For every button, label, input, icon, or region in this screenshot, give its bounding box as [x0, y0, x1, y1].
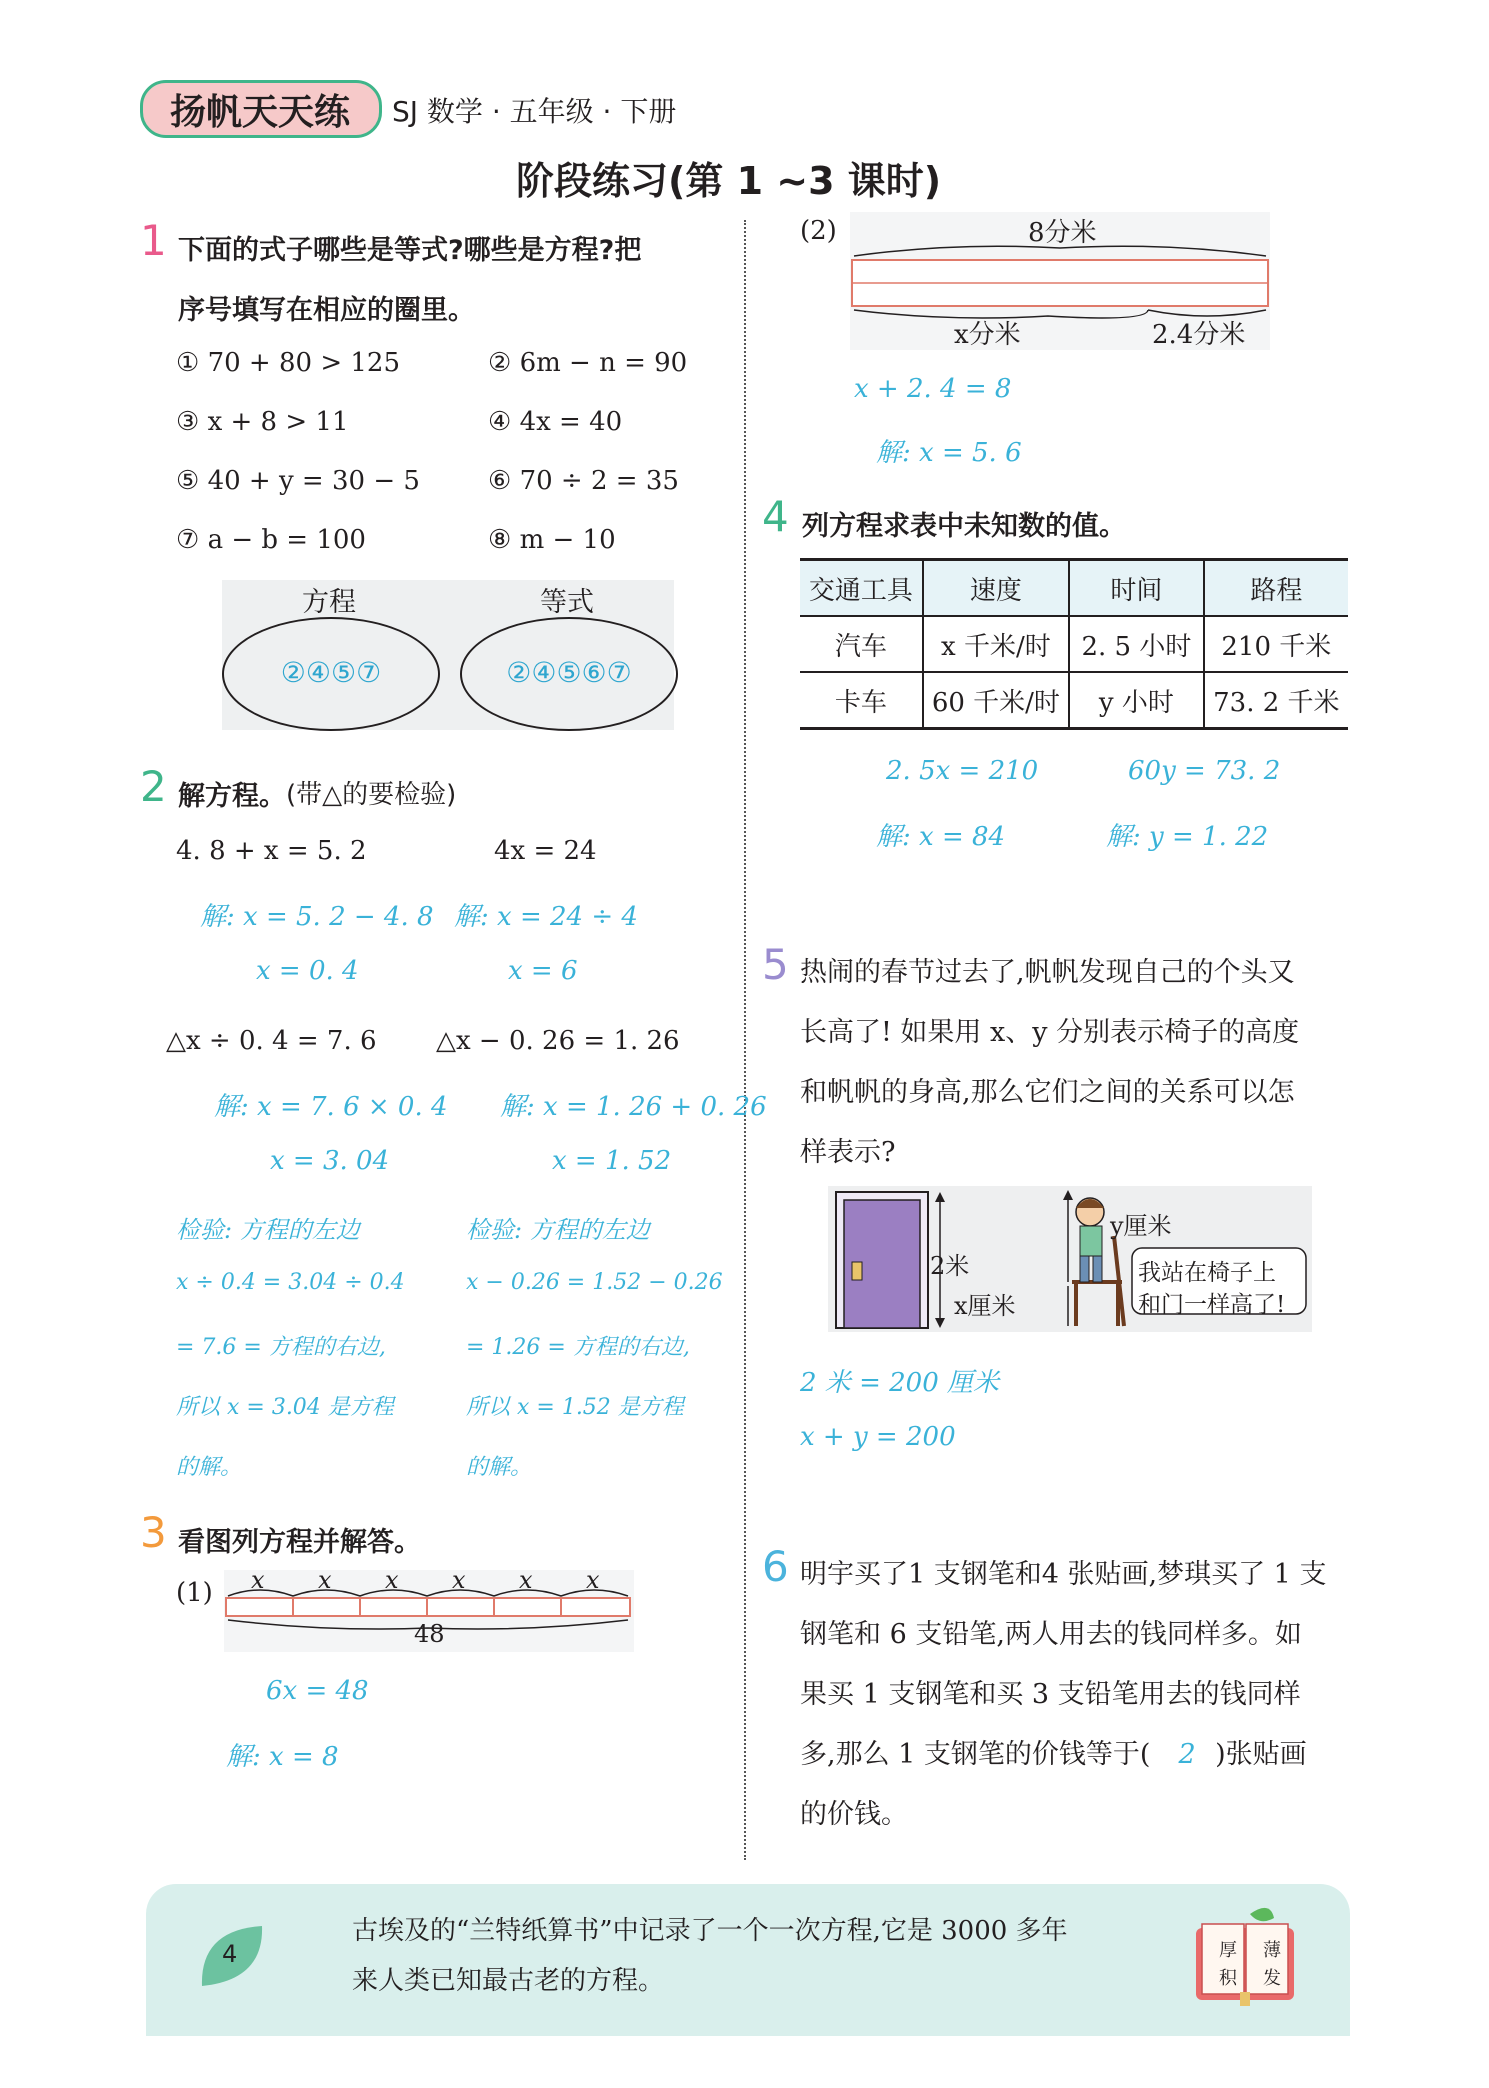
table-header-cell: 交通工具 [800, 561, 923, 616]
q4-table [800, 561, 1348, 727]
q3-x-label: x [251, 1566, 265, 1594]
table-header-row [800, 561, 1348, 616]
table-cell: 73. 2 千米 [1204, 672, 1348, 727]
equation-circle-label: 方程 [302, 587, 356, 618]
brand-title: 扬帆天天练 [169, 92, 350, 133]
q6-answer: 2 [1178, 1739, 1196, 1770]
footer-text-line: 古埃及的“兰特纸算书”中记录了一个一次方程,它是 3000 多年 [352, 1916, 1068, 1946]
q5-answer: 2 米 = 200 厘米 [800, 1368, 1000, 1398]
q1-item: ④ 4x = 40 [488, 407, 623, 437]
table-cell: x 千米/时 [923, 616, 1069, 672]
q4-answer: 解: x = 84 [876, 822, 1006, 852]
q3-part2-known-label: 2.4分米 [1152, 320, 1246, 350]
q5-text-line: 长高了! 如果用 x、y 分别表示椅子的高度 [800, 1017, 1300, 1048]
equality-circle-answer: ②④⑤⑥⑦ [506, 656, 632, 689]
equality-circle-label: 等式 [540, 587, 594, 618]
q2-answer: 解: x = 5. 2 − 4. 8 [200, 902, 434, 932]
q6-line4-end: 张贴画 [1225, 1739, 1307, 1770]
subject-label: SJ 数学 · 五年级 · 下册 [392, 95, 677, 128]
table-header-cell: 路程 [1204, 561, 1348, 616]
table-cell: 2. 5 小时 [1069, 616, 1204, 672]
q2-answer: x = 1. 52 [552, 1146, 672, 1176]
q3-part1-label: (1) [176, 1578, 213, 1608]
book-icon [1190, 1900, 1300, 2010]
q5-text-line: 和帆帆的身高,那么它们之间的关系可以怎 [800, 1077, 1295, 1108]
q5-number: 5 [762, 940, 789, 989]
q3-part2-solution: 解: x = 5. 6 [876, 438, 1022, 468]
column-divider [744, 220, 746, 1860]
equation-circle-answer: ②④⑤⑦ [280, 656, 382, 689]
q4-answer: 60y = 73. 2 [1128, 756, 1281, 786]
table-header-cell: 速度 [923, 561, 1069, 616]
q1-text-line1: 下面的式子哪些是等式?哪些是方程?把 [178, 235, 642, 266]
q2-equation: 4. 8 + x = 5. 2 [176, 836, 367, 866]
q1-item: ③ x + 8 > 11 [176, 407, 349, 437]
q4-number: 4 [762, 492, 789, 541]
q6-text-line: 明宇买了1 支钢笔和4 张贴画,梦琪买了 1 支 [800, 1559, 1327, 1590]
q3-x-label: x [586, 1566, 600, 1594]
q3-part2-total: 8分米 [1028, 218, 1097, 248]
q3-part2-label: (2) [800, 216, 837, 246]
q6-text-line: 果买 1 支钢笔和买 3 支铅笔用去的钱同样 [800, 1679, 1301, 1710]
q3-x-label: x [519, 1566, 533, 1594]
q2-answer: x = 3. 04 [270, 1146, 390, 1176]
q2-check-line: = 1.26 = 方程的右边, [466, 1335, 690, 1360]
table-cell: 卡车 [800, 672, 923, 727]
q5-text-line: 热闹的春节过去了,帆帆发现自己的个头又 [800, 957, 1295, 988]
q3-part1-equation: 6x = 48 [266, 1676, 369, 1706]
page-number: 4 [222, 1940, 238, 1968]
q3-title: 看图列方程并解答。 [178, 1527, 421, 1558]
q2-answer: x = 6 [508, 956, 578, 986]
q6-text-line: 的价钱。 [800, 1799, 908, 1830]
q2-check-line: 检验: 方程的左边 [176, 1216, 360, 1244]
q2-number: 2 [140, 762, 167, 811]
book-char: 积 [1219, 1968, 1237, 1989]
q2-answer: 解: x = 24 ÷ 4 [454, 902, 638, 932]
footer-text-line: 来人类已知最古老的方程。 [352, 1966, 665, 1996]
q1-item: ① 70 + 80 > 125 [176, 348, 400, 378]
table-cell: y 小时 [1069, 672, 1204, 727]
table-row [800, 616, 1348, 672]
page-title: 阶段练习(第 1 ~3 课时) [516, 159, 942, 203]
q2-answer: 解: x = 1. 26 + 0. 26 [500, 1092, 767, 1122]
q1-item: ⑥ 70 ÷ 2 = 35 [488, 466, 679, 496]
q2-check-line: 的解。 [466, 1455, 533, 1480]
q3-number: 3 [140, 1508, 167, 1557]
q2-note: (带△的要检验) [286, 780, 457, 810]
q2-check-line: = 7.6 = 方程的右边, [176, 1335, 386, 1360]
q3-x-label: x [385, 1566, 399, 1594]
q5-door-label: 2米 [930, 1252, 970, 1280]
q1-item: ② 6m − n = 90 [488, 348, 688, 378]
q2-check-line: x ÷ 0.4 = 3.04 ÷ 0.4 [176, 1270, 405, 1295]
q6-line4-prefix: 多,那么 1 支钢笔的价钱等于( [800, 1739, 1151, 1770]
q2-check-line: 所以 x = 1.52 是方程 [466, 1395, 684, 1420]
q1-number: 1 [140, 216, 167, 265]
q2-answer: x = 0. 4 [256, 956, 359, 986]
q1-item: ⑤ 40 + y = 30 − 5 [176, 466, 420, 496]
footer-panel [146, 1884, 1350, 2036]
q2-equation: △x − 0. 26 = 1. 26 [436, 1026, 680, 1056]
q2-equation: △x ÷ 0. 4 = 7. 6 [166, 1026, 377, 1056]
q1-item: ⑦ a − b = 100 [176, 525, 366, 555]
speech-line: 和门一样高了! [1138, 1292, 1286, 1318]
q5-text-line: 样表示? [800, 1137, 896, 1168]
q2-answer: 解: x = 7. 6 × 0. 4 [214, 1092, 448, 1122]
book-char: 发 [1263, 1968, 1281, 1989]
q1-item: ⑧ m − 10 [488, 525, 616, 555]
q1-text-line2: 序号填写在相应的圈里。 [178, 295, 475, 326]
q3-part1-solution: 解: x = 8 [226, 1742, 339, 1772]
q2-check-line: 检验: 方程的左边 [466, 1216, 650, 1244]
book-char: 厚 [1219, 1940, 1237, 1961]
q4-answer: 解: y = 1. 22 [1106, 822, 1269, 852]
q2-check-line: x − 0.26 = 1.52 − 0.26 [466, 1270, 723, 1295]
table-cell: 汽车 [800, 616, 923, 672]
q6-line4-suffix: ) [1215, 1739, 1226, 1770]
q4-table-wrap [800, 558, 1348, 730]
q2-equation: 4x = 24 [494, 836, 597, 866]
q3-part2-equation: x + 2. 4 = 8 [854, 374, 1012, 404]
q5-answer: x + y = 200 [800, 1422, 956, 1452]
q3-part2-x-label: x分米 [954, 320, 1021, 350]
q3-x-label: x [452, 1566, 466, 1594]
q6-number: 6 [762, 1542, 789, 1591]
q6-text-line4 [800, 1732, 1307, 1771]
q4-title: 列方程求表中未知数的值。 [802, 511, 1126, 542]
q5-x-label: x厘米 [954, 1292, 1016, 1320]
speech-line: 我站在椅子上 [1138, 1260, 1276, 1286]
q6-text-line: 钢笔和 6 支铅笔,两人用去的钱同样多。如 [800, 1619, 1302, 1650]
table-cell: 210 千米 [1204, 616, 1348, 672]
q3-total-label: 48 [414, 1620, 445, 1648]
q3-x-label: x [318, 1566, 332, 1594]
table-cell: 60 千米/时 [923, 672, 1069, 727]
table-header-cell: 时间 [1069, 561, 1204, 616]
q2-check-line: 的解。 [176, 1455, 243, 1480]
table-row [800, 672, 1348, 727]
q4-answer: 2. 5x = 210 [886, 756, 1039, 786]
q5-y-label: y厘米 [1110, 1212, 1172, 1240]
q2-check-line: 所以 x = 3.04 是方程 [176, 1395, 394, 1420]
q2-title: 解方程。 [178, 781, 286, 812]
book-char: 薄 [1263, 1940, 1281, 1961]
